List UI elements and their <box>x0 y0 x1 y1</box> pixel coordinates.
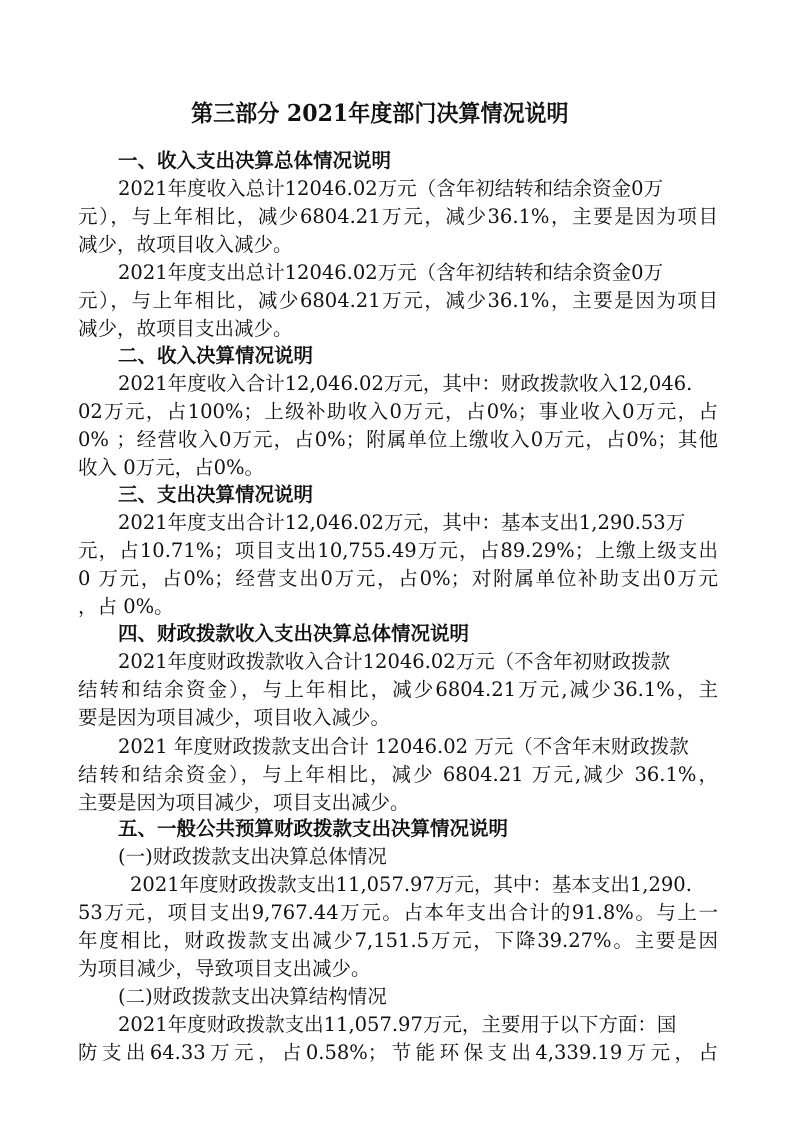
subsection-heading-1: (一)财政拨款支出决算总体情况 <box>118 845 387 868</box>
paragraph-line: 年度相比，财政拨款支出减少7,151.5万元，下降39.27%。主要是因 <box>78 929 718 952</box>
paragraph-line: 2021年度财政拨款收入合计12046.02万元（不含年初财政拨款 <box>118 650 671 673</box>
paragraph-line: 53万元，项目支出9,767.44万元。占本年支出合计的91.8%。与上一 <box>78 901 718 924</box>
paragraph-line: 主要是因为项目减少，项目支出减少。 <box>78 791 410 814</box>
paragraph-line: 2021年度收入合计12,046.02万元，其中：财政拨款收入12,046. <box>118 372 693 395</box>
paragraph-line: 2021 年度财政拨款支出合计 12046.02 万元（不含年末财政拨款 <box>118 735 689 758</box>
paragraph-line: 2021年度财政拨款支出11,057.97万元，其中：基本支出1,290. <box>130 873 692 896</box>
paragraph-line: 收入 0万元，占0%。 <box>78 456 265 479</box>
paragraph-line: 防支出64.33万元，占0.58%；节能环保支出4,339.19万元，占 <box>78 1041 718 1064</box>
subsection-heading-2: (二)财政拨款支出决算结构情况 <box>118 985 387 1008</box>
page-title: 第三部分 2021年度部门决算情况说明 <box>191 100 569 127</box>
section-heading-1: 一、收入支出决算总体情况说明 <box>118 149 392 172</box>
paragraph-line: 为项目减少，导致项目支出减少。 <box>78 957 371 980</box>
section-heading-2: 二、收入决算情况说明 <box>118 344 314 367</box>
paragraph-line: 元，占10.71%；项目支出10,755.49万元，占89.29%；上缴上级支出 <box>78 539 718 562</box>
section-heading-3: 三、支出决算情况说明 <box>118 483 314 506</box>
paragraph-line: 结转和结余资金），与上年相比，减少6804.21万元,减少36.1%，主 <box>78 678 718 701</box>
paragraph-line: 02万元，占100%；上级补助收入0万元，占0%；事业收入0万元，占 <box>78 400 718 423</box>
paragraph-line: 元），与上年相比，减少6804.21万元，减少36.1%，主要是因为项目 <box>78 289 718 312</box>
paragraph-line: 2021年度财政拨款支出11,057.97万元，主要用于以下方面：国 <box>118 1013 677 1036</box>
section-heading-5: 五、一般公共预算财政拨款支出决算情况说明 <box>118 817 509 840</box>
paragraph-line: 2021年度支出总计12046.02万元（含年初结转和结余资金0万 <box>118 261 664 284</box>
paragraph-line: 2021年度收入总计12046.02万元（含年初结转和结余资金0万 <box>118 177 664 200</box>
paragraph-line: 减少，故项目支出减少。 <box>78 317 293 340</box>
section-heading-4: 四、财政拨款收入支出决算总体情况说明 <box>118 622 470 645</box>
paragraph-line: ，占 0%。 <box>78 595 174 618</box>
paragraph-line: 结转和结余资金），与上年相比，减少 6804.21 万元,减少 36.1%， <box>78 763 718 786</box>
paragraph-line: 2021年度支出合计12,046.02万元，其中：基本支出1,290.53万 <box>118 511 686 534</box>
paragraph-line: 0% ；经营收入0万元，占0%；附属单位上缴收入0万元，占0%；其他 <box>78 428 718 451</box>
paragraph-line: 元），与上年相比，减少6804.21万元，减少36.1%，主要是因为项目 <box>78 205 718 228</box>
paragraph-line: 减少，故项目收入减少。 <box>78 233 293 256</box>
paragraph-line: 要是因为项目减少，项目收入减少。 <box>78 706 391 729</box>
paragraph-line: 0 万元，占0%；经营支出0万元，占0%；对附属单位补助支出0万元 <box>78 567 718 590</box>
